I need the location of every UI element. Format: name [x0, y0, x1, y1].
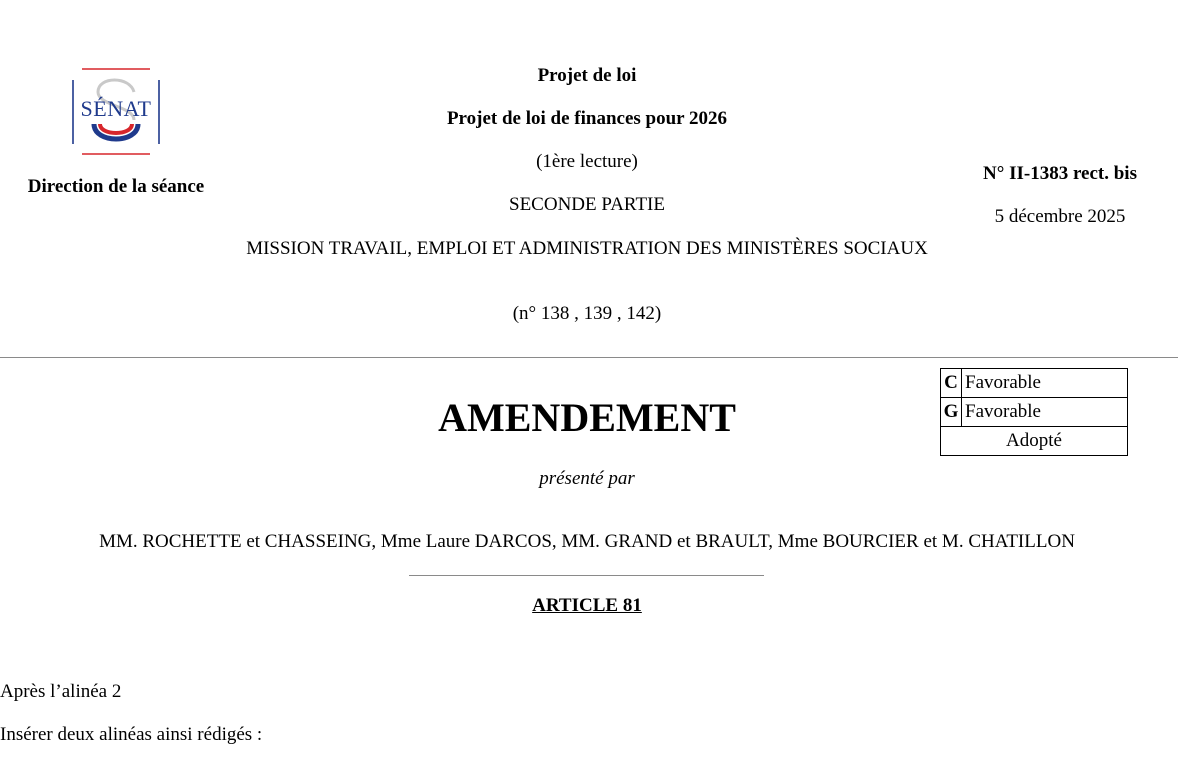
part-label: SECONDE PARTIE: [509, 194, 665, 215]
authors-list: MM. ROCHETTE et CHASSEING, Mme Laure DARCOS, MM. GRAND et BRAULT, Mme BOURCIER et M. CHATILLON: [99, 531, 1075, 552]
article-heading: ARTICLE 81: [532, 595, 642, 616]
bill-title: Projet de loi de finances pour 2026: [446, 108, 728, 129]
status-code: C: [941, 369, 962, 398]
senat-logo-graphic: [70, 66, 162, 158]
document-numbers: (n° 138 , 139 , 142): [512, 303, 662, 324]
amendment-number: N° II-1383 rect. bis: [983, 163, 1137, 184]
status-row-commission: [941, 369, 1128, 398]
body-paragraph: Insérer deux alinéas ainsi rédigés :: [0, 724, 263, 745]
reading-label: (1ère lecture): [536, 151, 638, 172]
header-divider: [0, 357, 1178, 358]
document-type: Projet de loi: [537, 65, 637, 86]
authors-divider: [409, 575, 764, 576]
status-table: [940, 368, 1128, 456]
direction-label: Direction de la séance: [27, 176, 205, 197]
status-result: Adopté: [941, 427, 1128, 456]
senat-logo: [70, 66, 162, 158]
status-value: Favorable: [962, 369, 1128, 398]
mission-label: MISSION TRAVAIL, EMPLOI ET ADMINISTRATION DES MINISTÈRES SOCIAUX: [246, 238, 928, 259]
status-code: G: [941, 398, 962, 427]
amendment-date: 5 décembre 2025: [994, 206, 1126, 227]
svg-text:SÉNAT: SÉNAT: [80, 96, 152, 121]
status-row-government: [941, 398, 1128, 427]
status-row-result: [941, 427, 1128, 456]
presented-by: présenté par: [539, 468, 635, 489]
amendment-title: AMENDEMENT: [438, 395, 736, 440]
status-value: Favorable: [962, 398, 1128, 427]
body-paragraph: Après l’alinéa 2: [0, 681, 122, 702]
